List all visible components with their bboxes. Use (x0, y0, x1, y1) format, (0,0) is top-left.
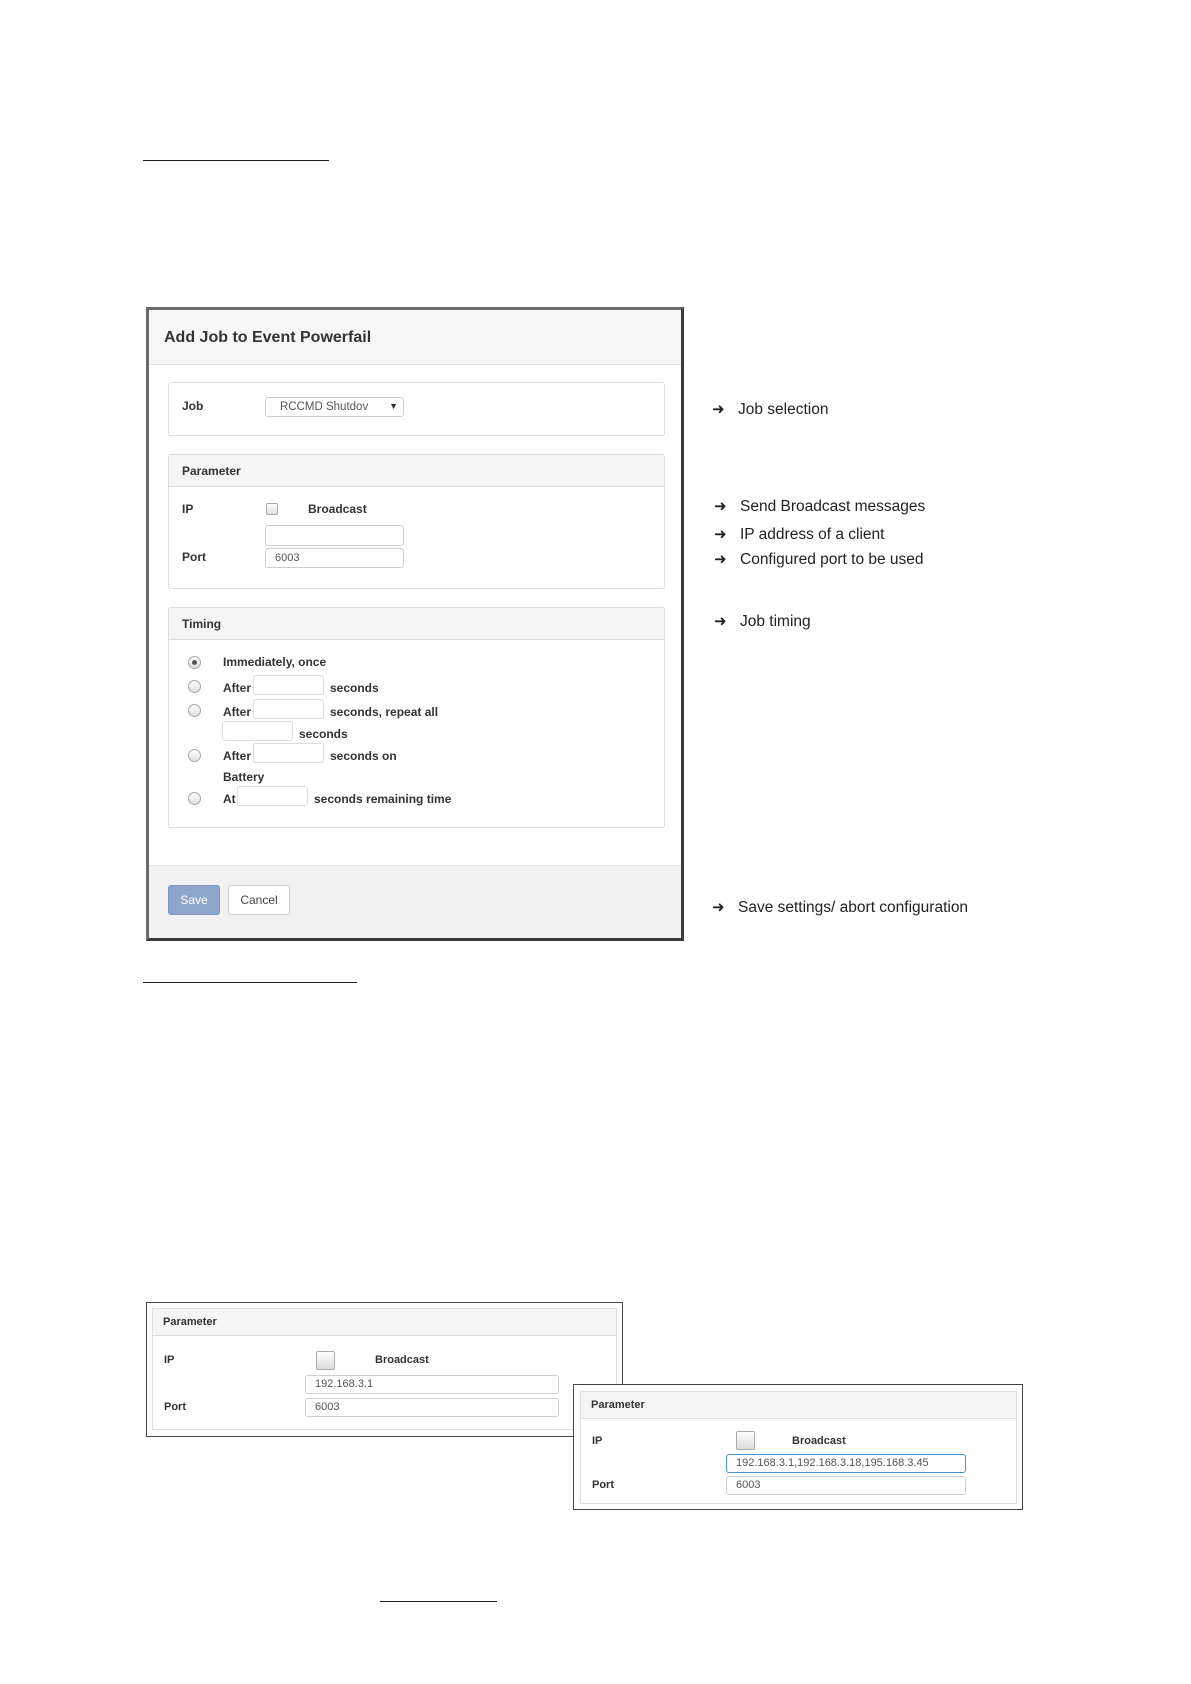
timing-radio-repeat[interactable] (188, 704, 201, 717)
timing-after-label-2: After (223, 705, 252, 719)
arrow-right-icon: ➜ (714, 613, 727, 630)
arrow-right-icon: ➜ (714, 551, 727, 568)
job-panel (168, 382, 665, 436)
add-job-dialog (146, 307, 684, 941)
example2-ip-label: IP (592, 1435, 603, 1447)
annotation-configured-port-text: Configured port to be used (740, 551, 924, 568)
arrow-right-icon: ➜ (714, 498, 727, 515)
dialog-header (149, 310, 681, 365)
broadcast-label: Broadcast (308, 502, 367, 516)
timing-seconds-label-2: seconds (299, 727, 348, 741)
annotation-save-settings (712, 898, 968, 917)
port-label: Port (182, 550, 206, 564)
save-button[interactable]: Save (168, 885, 220, 915)
timing-remaining-input[interactable] (237, 786, 308, 806)
example1-port-label: Port (164, 1401, 186, 1413)
annotation-job-timing (714, 612, 811, 631)
cancel-button[interactable]: Cancel (228, 885, 290, 915)
arrow-right-icon: ➜ (712, 899, 725, 916)
example1-ip-input[interactable]: 192.168.3.1 (305, 1375, 559, 1394)
example2-port-input[interactable]: 6003 (726, 1476, 966, 1495)
timing-heading: Timing (182, 617, 222, 631)
caption-underline-middle (143, 982, 357, 983)
chevron-down-icon: ▼ (389, 401, 398, 411)
annotation-job-timing-text: Job timing (740, 613, 811, 630)
parameter-panel (168, 454, 665, 589)
timing-battery-label: Battery (223, 770, 265, 784)
timing-radio-battery[interactable] (188, 749, 201, 762)
example1-broadcast-label: Broadcast (375, 1354, 429, 1366)
annotation-configured-port (714, 550, 924, 569)
job-select[interactable] (265, 397, 404, 417)
example2-ip-input[interactable]: 192.168.3.1,192.168.3.18,195.168.3.45 (726, 1454, 966, 1473)
arrow-right-icon: ➜ (714, 526, 727, 543)
timing-repeat-after-input[interactable] (253, 699, 324, 719)
port-input[interactable]: 6003 (265, 548, 404, 568)
example1-panel-header (153, 1309, 616, 1336)
timing-after-seconds-input[interactable] (253, 675, 324, 695)
timing-after-label-3: After (223, 749, 252, 763)
parameter-heading: Parameter (182, 464, 241, 478)
link-underline-bottom (380, 1601, 497, 1602)
example-parameter-single-ip (146, 1302, 623, 1437)
timing-repeat-interval-input[interactable] (222, 721, 293, 741)
timing-repeat-label: seconds, repeat all (330, 705, 439, 719)
job-select-value: RCCMD Shutdov (280, 401, 369, 413)
timing-seconds-label-1: seconds (330, 681, 379, 695)
example2-port-label: Port (592, 1479, 614, 1491)
example1-broadcast-checkbox[interactable] (316, 1351, 335, 1370)
example2-panel-header (581, 1392, 1016, 1419)
timing-radio-after[interactable] (188, 680, 201, 693)
example2-heading: Parameter (591, 1399, 645, 1411)
example1-ip-label: IP (164, 1354, 175, 1366)
example1-port-input[interactable]: 6003 (305, 1398, 559, 1417)
annotation-save-settings-text: Save settings/ abort configuration (738, 899, 969, 916)
example1-panel (152, 1308, 617, 1430)
timing-battery-input[interactable] (253, 743, 324, 763)
timing-panel-header (169, 608, 664, 640)
annotation-job-selection (712, 400, 828, 419)
dialog-title: Add Job to Event Powerfail (164, 329, 372, 346)
parameter-panel-header (169, 455, 664, 487)
ip-input[interactable] (265, 525, 404, 546)
timing-at-label: At (223, 792, 236, 806)
example1-heading: Parameter (163, 1316, 217, 1328)
dialog-footer (149, 865, 681, 938)
example2-broadcast-label: Broadcast (792, 1435, 846, 1447)
job-label: Job (182, 399, 204, 413)
example2-broadcast-checkbox[interactable] (736, 1431, 755, 1450)
ip-label: IP (182, 502, 194, 516)
timing-seconds-on-label: seconds on (330, 749, 397, 763)
annotation-send-broadcast-text: Send Broadcast messages (740, 498, 926, 515)
heading-underline-top (143, 160, 329, 161)
example-parameter-multiple-ips (573, 1384, 1023, 1510)
annotation-ip-address-text: IP address of a client (740, 526, 885, 543)
arrow-right-icon: ➜ (712, 401, 725, 418)
timing-immediately-label: Immediately, once (223, 655, 327, 669)
example2-panel (580, 1391, 1017, 1504)
annotation-job-selection-text: Job selection (738, 401, 829, 418)
timing-after-label-1: After (223, 681, 252, 695)
timing-radio-at[interactable] (188, 792, 201, 805)
timing-panel (168, 607, 665, 828)
annotation-send-broadcast (714, 497, 925, 516)
timing-remaining-label: seconds remaining time (314, 792, 452, 806)
broadcast-checkbox[interactable] (266, 503, 278, 515)
annotation-ip-address (714, 525, 884, 544)
timing-radio-immediately[interactable] (188, 656, 201, 669)
